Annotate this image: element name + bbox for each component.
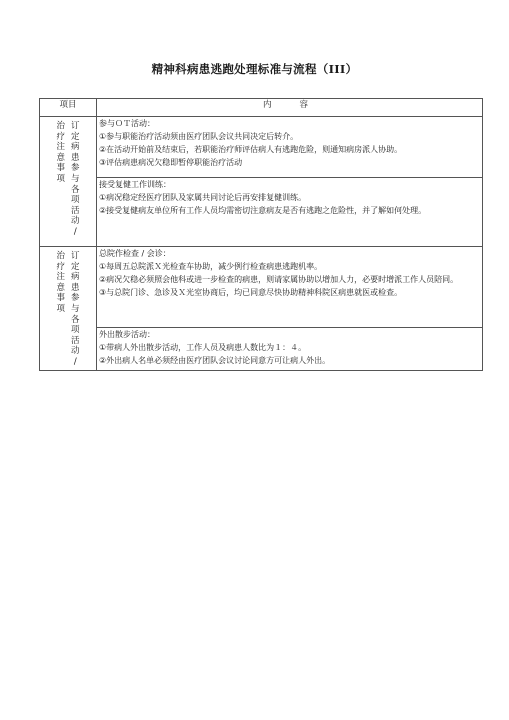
block-line: ②接受复健病友单位所有工作人员均需密切注意病友是否有逃跑之危险性，并了解如何处理。 xyxy=(99,206,427,215)
table-header-row xyxy=(40,99,483,117)
item-cell-2 xyxy=(40,247,97,371)
table-row xyxy=(40,328,483,371)
item-cell-1 xyxy=(40,117,97,247)
block-line: ②外出病人名单必须经由医疗团队会议讨论同意方可让病人外出。 xyxy=(99,356,331,365)
content-cell xyxy=(97,178,483,247)
block-line: ③评估病患病况欠稳即暂停职能治疗活动 xyxy=(99,158,243,167)
block-heading: 总院作检查 / 会诊： xyxy=(99,249,171,258)
item-label-col2: 订 定 病 患 参 与 各 项 活 动 / xyxy=(71,121,80,237)
header-item: 项目 xyxy=(40,99,97,117)
table-row xyxy=(40,117,483,178)
content-cell xyxy=(97,328,483,371)
block-heading: 接受复健工作训练： xyxy=(99,180,171,189)
block-heading: 参与ＯＴ活动： xyxy=(99,119,155,128)
block-line: ①每周五总院派Ｘ光检查车协助，减少例行检查病患逃跑机率。 xyxy=(99,262,323,271)
block-heading: 外出散步活动： xyxy=(99,330,155,339)
block-line: ②在活动开始前及结束后，若职能治疗师评估病人有逃跑危险，则通知病房派人协助。 xyxy=(99,145,403,154)
table-row xyxy=(40,247,483,328)
block-line: ②病况欠稳必须照会他科或进一步检查的病患，则请家属协助以增加人力，必要时增派工作人员陪同。 xyxy=(99,275,459,284)
block-line: ①带病人外出散步活动，工作人员及病患人数比为１：４。 xyxy=(99,343,307,352)
content-cell xyxy=(97,247,483,328)
block-line: ①病况稳定经医疗团队及家属共同讨论后再安排复健训练。 xyxy=(99,193,307,202)
block-line: ③与总院门诊、急诊及Ｘ光室协商后，均已同意尽快协助精神科院区病患就医或检查。 xyxy=(99,288,403,297)
table-row xyxy=(40,178,483,247)
content-cell xyxy=(97,117,483,178)
header-content: 内容 xyxy=(97,99,483,117)
procedure-table xyxy=(39,98,483,371)
item-label-col1: 治 疗 注 意 事 项 xyxy=(56,121,65,184)
item-label-col1: 治 疗 注 意 事 项 xyxy=(56,251,65,314)
block-line: ①参与职能治疗活动须由医疗团队会议共同决定后转介。 xyxy=(99,132,299,141)
item-label-col2: 订 定 病 患 参 与 各 项 活 动 / xyxy=(71,251,80,367)
document-title: 精神科病患逃跑处理标准与流程（III） xyxy=(151,62,358,76)
